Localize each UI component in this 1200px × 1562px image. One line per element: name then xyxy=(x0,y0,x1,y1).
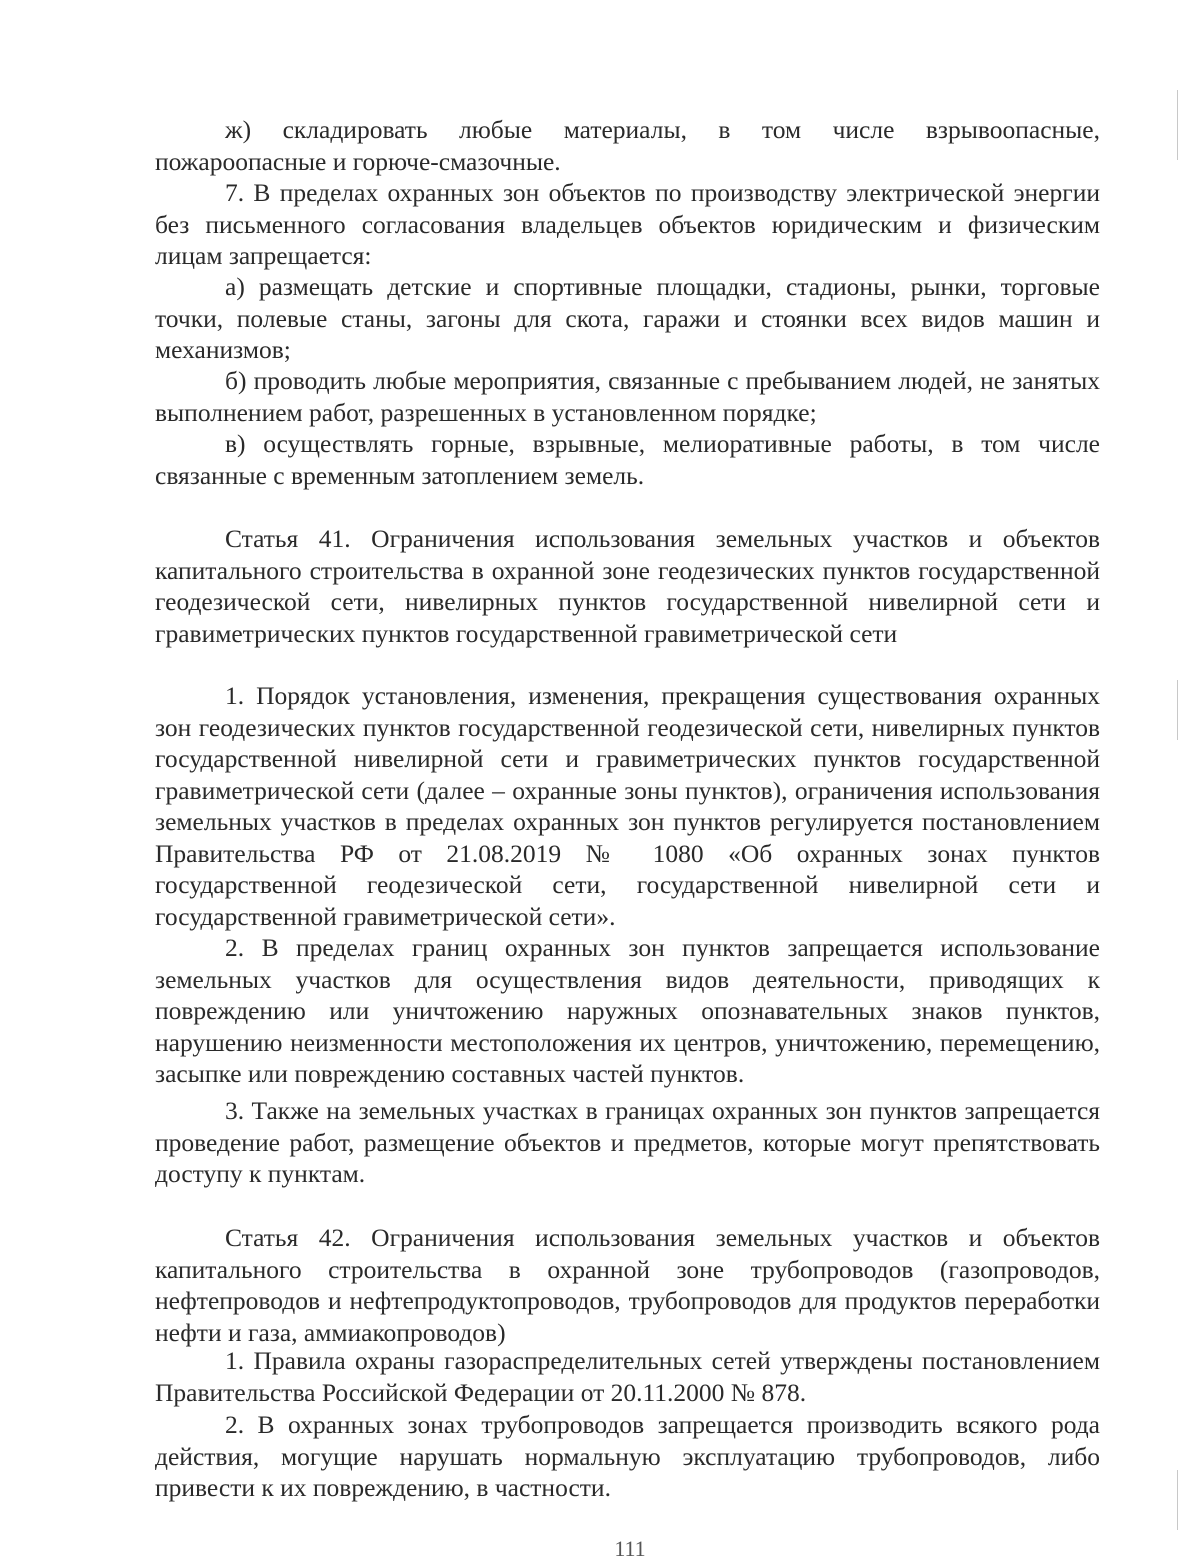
scan-margin-mark xyxy=(1177,1470,1178,1530)
article-41-heading: Статья 41. Ограничения использования земельных участков и объектов капитального строительства в охранной зоне геодезических пунктов государственной геодезической сети, нивелирных пунктов государственной нивелирной сети и гравиметрических пунктов государственной гравиметрической сети xyxy=(155,524,1100,648)
paragraph-7b: б) проводить любые мероприятия, связанные с пребыванием людей, не занятых выполнением работ, разрешенных в установленном порядке; xyxy=(155,366,1100,427)
page-number: 111 xyxy=(614,1536,646,1561)
scan-margin-mark xyxy=(1177,90,1178,160)
scan-margin-mark xyxy=(1177,680,1178,740)
article-41-item-3: 3. Также на земельных участках в границах охранных зон пунктов запрещается проведение работ, размещение объектов и предметов, которые могут препятствовать доступу к пунктам. xyxy=(155,1096,1100,1188)
paragraph-7: 7. В пределах охранных зон объектов по производству электрической энергии без письменного согласования владельцев объектов юридическим и физическим лицам запрещается: xyxy=(155,178,1100,270)
paragraph-7v: в) осуществлять горные, взрывные, мелиоративные работы, в том числе связанные с временным затоплением земель. xyxy=(155,429,1100,490)
article-42-item-1: 1. Правила охраны газораспределительных сетей утверждены постановлением Правительства Российской Федерации от 20.11.2000 № 878. xyxy=(155,1346,1100,1407)
article-42-heading: Статья 42. Ограничения использования земельных участков и объектов капитального строительства в охранной зоне трубопроводов (газопроводов, нефтепроводов и нефтепродуктопроводов, трубопроводов для продуктов переработки нефти и газа, аммиакопроводов) xyxy=(155,1223,1100,1347)
paragraph-7a: а) размещать детские и спортивные площадки, стадионы, рынки, торговые точки, полевые станы, загоны для скота, гаражи и стоянки всех видов машин и механизмов; xyxy=(155,272,1100,364)
paragraph-item-zh: ж) складировать любые материалы, в том числе взрывоопасные, пожароопасные и горюче-смазочные. xyxy=(155,115,1100,176)
article-41-item-1: 1. Порядок установления, изменения, прекращения существования охранных зон геодезических пунктов государственной геодезической сети, нивелирных пунктов государственной нивелирной сети и гравиметрических пунктов государственной гравиметрической сети (далее – охранные зоны пунктов), ограничения использования земельных участков в пределах охранных зон пунктов регулируется постановлением Правительства РФ от 21.08.2019 № 1080 «Об охранных зонах пунктов государственной геодезической сети, государственной нивелирной сети и государственной гравиметрической сети». xyxy=(155,681,1100,931)
article-42-item-2: 2. В охранных зонах трубопроводов запрещается производить всякого рода действия, могущие нарушать нормальную эксплуатацию трубопроводов, либо привести к их повреждению, в частности. xyxy=(155,1410,1100,1502)
article-41-item-2: 2. В пределах границ охранных зон пунктов запрещается использование земельных участков для осуществления видов деятельности, приводящих к повреждению или уничтожению наружных опознавательных знаков пунктов, нарушению неизменности местоположения их центров, уничтожению, перемещению, засыпке или повреждению составных частей пунктов. xyxy=(155,933,1100,1088)
